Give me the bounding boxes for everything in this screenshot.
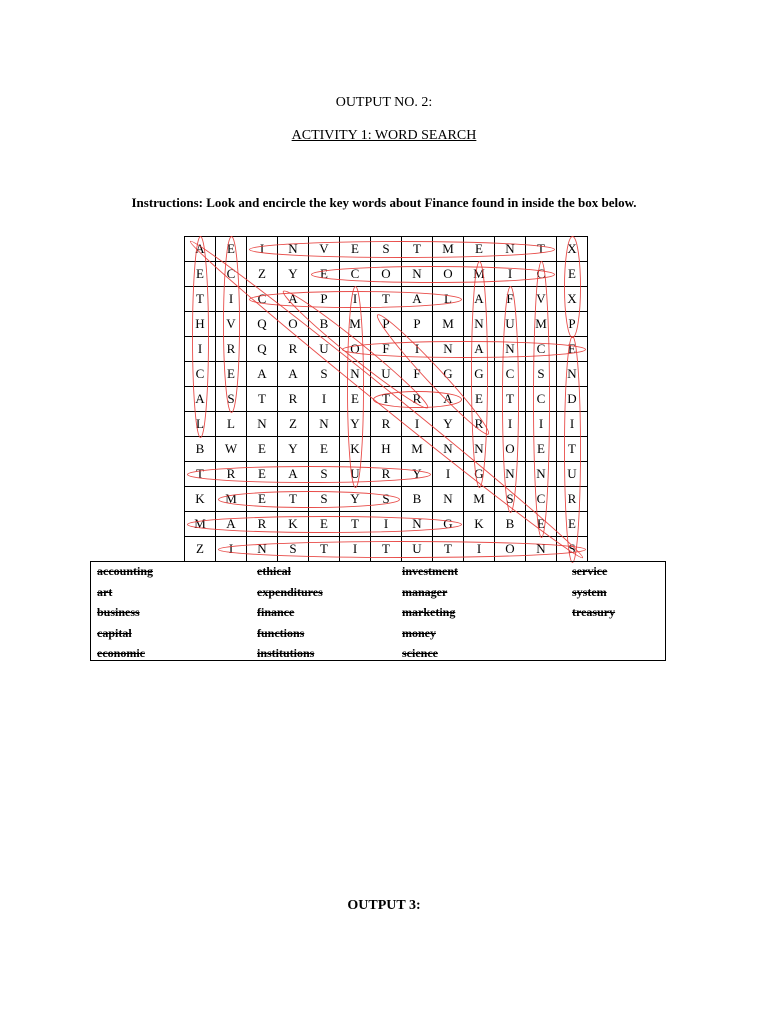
grid-cell: Z <box>247 262 278 287</box>
grid-cell: M <box>526 312 557 337</box>
grid-cell: B <box>309 312 340 337</box>
grid-cell: I <box>371 512 402 537</box>
grid-cell: M <box>433 312 464 337</box>
grid-cell: G <box>464 462 495 487</box>
grid-cell: E <box>185 262 216 287</box>
word-list-item: money <box>402 625 436 640</box>
grid-row <box>185 287 588 312</box>
grid-cell: R <box>216 462 247 487</box>
grid-cell: I <box>216 287 247 312</box>
grid-cell: T <box>247 387 278 412</box>
grid-cell: O <box>495 537 526 562</box>
grid-cell: E <box>557 512 588 537</box>
word-list-item: system <box>572 584 607 599</box>
grid-cell: M <box>464 262 495 287</box>
word-list-item: service <box>572 564 608 578</box>
grid-cell: R <box>216 337 247 362</box>
grid-cell: R <box>278 337 309 362</box>
grid-cell: E <box>557 262 588 287</box>
word-list-item: marketing <box>402 605 456 619</box>
grid-cell: C <box>340 262 371 287</box>
grid-cell: K <box>340 437 371 462</box>
word-list-item: institutions <box>257 646 315 660</box>
grid-cell: P <box>371 312 402 337</box>
grid-cell: N <box>340 362 371 387</box>
grid-cell: E <box>247 462 278 487</box>
grid-cell: U <box>402 537 433 562</box>
grid-cell: L <box>185 412 216 437</box>
grid-cell: T <box>185 287 216 312</box>
grid-cell: M <box>402 437 433 462</box>
grid-row <box>185 512 588 537</box>
grid-cell: O <box>433 262 464 287</box>
grid-cell: I <box>464 537 495 562</box>
grid-cell: E <box>247 437 278 462</box>
grid-cell: A <box>278 462 309 487</box>
grid-cell: U <box>495 312 526 337</box>
grid-cell: N <box>495 337 526 362</box>
grid-cell: E <box>309 512 340 537</box>
grid-cell: I <box>557 412 588 437</box>
grid-cell: K <box>278 512 309 537</box>
grid-cell: O <box>371 262 402 287</box>
grid-cell: C <box>495 362 526 387</box>
grid-cell: H <box>371 437 402 462</box>
grid-cell: P <box>557 312 588 337</box>
grid-cell: C <box>216 262 247 287</box>
grid-cell: O <box>340 337 371 362</box>
grid-cell: R <box>402 387 433 412</box>
grid-row <box>185 462 588 487</box>
grid-cell: R <box>371 412 402 437</box>
word-list-item: finance <box>257 605 295 619</box>
grid-cell: I <box>340 287 371 312</box>
grid-cell: X <box>557 287 588 312</box>
grid-cell: N <box>309 412 340 437</box>
grid-row <box>185 387 588 412</box>
word-list-item: expenditures <box>257 584 323 599</box>
grid-cell: S <box>278 537 309 562</box>
output-3-title: OUTPUT 3: <box>347 898 421 913</box>
grid-cell: A <box>278 287 309 312</box>
grid-cell: G <box>464 362 495 387</box>
grid-cell: M <box>340 312 371 337</box>
grid-cell: I <box>495 412 526 437</box>
grid-cell: R <box>557 487 588 512</box>
grid-cell: Y <box>340 412 371 437</box>
grid-cell: Y <box>278 262 309 287</box>
grid-cell: S <box>309 362 340 387</box>
grid-cell: V <box>309 237 340 262</box>
word-list-item: treasury <box>572 605 616 619</box>
grid-cell: S <box>371 487 402 512</box>
word-list-item: accounting <box>97 564 154 578</box>
grid-cell: N <box>464 437 495 462</box>
grid-cell: A <box>464 337 495 362</box>
grid-row <box>185 312 588 337</box>
word-search-grid <box>184 236 588 562</box>
grid-cell: U <box>309 337 340 362</box>
word-list-item: science <box>402 646 438 660</box>
grid-cell: S <box>309 462 340 487</box>
grid-cell: C <box>526 387 557 412</box>
grid-cell: G <box>433 512 464 537</box>
word-list-item: capital <box>97 625 132 640</box>
grid-row <box>185 537 588 562</box>
grid-cell: E <box>526 437 557 462</box>
grid-cell: H <box>185 312 216 337</box>
grid-row <box>185 337 588 362</box>
grid-cell: N <box>495 462 526 487</box>
grid-cell: F <box>371 337 402 362</box>
grid-cell: T <box>185 462 216 487</box>
grid-cell: O <box>495 437 526 462</box>
grid-cell: T <box>371 387 402 412</box>
grid-cell: C <box>526 487 557 512</box>
grid-cell: C <box>185 362 216 387</box>
grid-cell: S <box>557 537 588 562</box>
instructions-text: Instructions: Look and encircle the key words about Finance found in inside the box below. <box>131 195 637 210</box>
grid-cell: K <box>464 512 495 537</box>
grid-cell: I <box>309 387 340 412</box>
grid-cell: R <box>371 462 402 487</box>
grid-cell: E <box>340 387 371 412</box>
grid-cell: M <box>216 487 247 512</box>
grid-cell: A <box>433 387 464 412</box>
grid-cell: I <box>185 337 216 362</box>
word-list-box <box>90 561 666 661</box>
grid-cell: C <box>526 262 557 287</box>
word-list-item: investment <box>402 564 458 578</box>
grid-cell: B <box>495 512 526 537</box>
grid-cell: S <box>216 387 247 412</box>
grid-cell: B <box>185 437 216 462</box>
grid-cell: M <box>185 512 216 537</box>
grid-cell: I <box>340 537 371 562</box>
grid-cell: D <box>557 387 588 412</box>
grid-cell: S <box>495 487 526 512</box>
grid-cell: P <box>402 312 433 337</box>
grid-cell: A <box>402 287 433 312</box>
grid-cell: N <box>526 462 557 487</box>
grid-cell: E <box>247 487 278 512</box>
grid-cell: M <box>464 487 495 512</box>
grid-cell: Q <box>247 337 278 362</box>
grid-cell: K <box>185 487 216 512</box>
grid-cell: A <box>464 287 495 312</box>
grid-cell: U <box>340 462 371 487</box>
grid-cell: N <box>433 337 464 362</box>
grid-cell: E <box>340 237 371 262</box>
grid-cell: L <box>216 412 247 437</box>
grid-row <box>185 437 588 462</box>
grid-cell: I <box>433 462 464 487</box>
grid-cell: I <box>495 262 526 287</box>
grid-cell: T <box>433 537 464 562</box>
word-list-item: economic <box>97 646 145 660</box>
grid-cell: N <box>526 537 557 562</box>
grid-cell: X <box>557 237 588 262</box>
grid-cell: M <box>433 237 464 262</box>
grid-cell: E <box>216 237 247 262</box>
word-list-item: functions <box>257 625 305 640</box>
grid-cell: N <box>278 237 309 262</box>
grid-cell: W <box>216 437 247 462</box>
grid-cell: E <box>557 337 588 362</box>
output-title: OUTPUT NO. 2: <box>335 95 433 110</box>
grid-cell: O <box>278 312 309 337</box>
grid-cell: P <box>309 287 340 312</box>
grid-cell: E <box>464 387 495 412</box>
grid-cell: Z <box>278 412 309 437</box>
grid-cell: I <box>402 412 433 437</box>
grid-cell: T <box>402 237 433 262</box>
grid-cell: A <box>185 387 216 412</box>
grid-cell: G <box>433 362 464 387</box>
grid-cell: E <box>216 362 247 387</box>
grid-cell: A <box>247 362 278 387</box>
grid-cell: A <box>185 237 216 262</box>
grid-cell: U <box>371 362 402 387</box>
grid-cell: E <box>309 262 340 287</box>
word-list-item: ethical <box>257 564 291 578</box>
grid-cell: T <box>371 537 402 562</box>
grid-cell: T <box>278 487 309 512</box>
grid-row <box>185 262 588 287</box>
grid-cell: Y <box>278 437 309 462</box>
grid-cell: V <box>216 312 247 337</box>
grid-cell: I <box>526 412 557 437</box>
grid-cell: N <box>402 512 433 537</box>
word-list-item: manager <box>402 584 448 599</box>
grid-cell: Y <box>433 412 464 437</box>
grid-cell: Y <box>340 487 371 512</box>
grid-cell: N <box>433 437 464 462</box>
grid-cell: N <box>557 362 588 387</box>
grid-row <box>185 412 588 437</box>
grid-cell: A <box>278 362 309 387</box>
grid-row <box>185 237 588 262</box>
grid-cell: T <box>340 512 371 537</box>
grid-cell: R <box>278 387 309 412</box>
word-list-item: art <box>97 584 113 599</box>
grid-cell: B <box>402 487 433 512</box>
grid-cell: Y <box>402 462 433 487</box>
grid-cell: I <box>247 237 278 262</box>
grid-cell: V <box>526 287 557 312</box>
grid-cell: N <box>495 237 526 262</box>
grid-cell: Q <box>247 312 278 337</box>
grid-row <box>185 487 588 512</box>
grid-cell: S <box>309 487 340 512</box>
grid-cell: I <box>216 537 247 562</box>
grid-cell: Z <box>185 537 216 562</box>
grid-cell: T <box>557 437 588 462</box>
grid-cell: S <box>371 237 402 262</box>
grid-cell: T <box>526 237 557 262</box>
grid-cell: T <box>371 287 402 312</box>
word-list-item: business <box>97 605 140 619</box>
grid-cell: N <box>247 412 278 437</box>
grid-cell: L <box>433 287 464 312</box>
activity-title: ACTIVITY 1: WORD SEARCH <box>291 128 477 143</box>
grid-cell: R <box>464 412 495 437</box>
grid-cell: S <box>526 362 557 387</box>
grid-cell: C <box>526 337 557 362</box>
grid-cell: E <box>309 437 340 462</box>
grid-cell: I <box>402 337 433 362</box>
grid-cell: N <box>247 537 278 562</box>
grid-cell: E <box>526 512 557 537</box>
grid-cell: T <box>495 387 526 412</box>
grid-cell: F <box>402 362 433 387</box>
grid-cell: E <box>464 237 495 262</box>
grid-cell: R <box>247 512 278 537</box>
grid-row <box>185 362 588 387</box>
grid-cell: T <box>309 537 340 562</box>
grid-cell: C <box>247 287 278 312</box>
grid-cell: N <box>402 262 433 287</box>
grid-cell: A <box>216 512 247 537</box>
grid-cell: F <box>495 287 526 312</box>
grid-cell: U <box>557 462 588 487</box>
grid-cell: N <box>433 487 464 512</box>
grid-cell: N <box>464 312 495 337</box>
